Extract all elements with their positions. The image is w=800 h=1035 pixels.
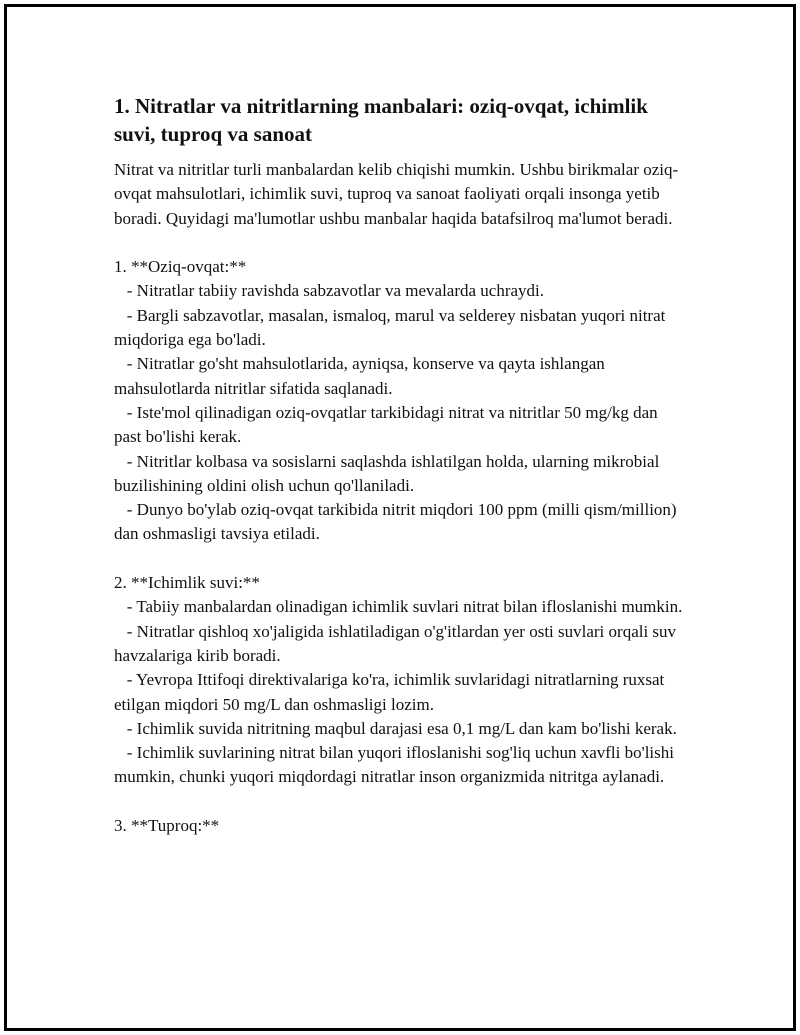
section-heading: 1. **Oziq-ovqat:**	[114, 257, 247, 277]
list-item: - Nitritlar kolbasa va sosislarni saqlashda ishlatilgan holda, ularning mikrobial buzilishining oldini olish uchun qo'llaniladi.	[114, 451, 664, 495]
list-item: - Bargli sabzavotlar, masalan, ismaloq, marul va selderey nisbatan yuqori nitrat miqdoriga ega bo'ladi.	[114, 305, 670, 350]
list-item: - Nitratlar go'sht mahsulotlarida, ayniqsa, konserve va qayta ishlangan mahsulotlarda nitritlar sifatida saqlanadi.	[114, 354, 609, 398]
list-item: - Yevropa Ittifoqi direktivalariga ko'ra, ichimlik suvlaridagi nitratlarning ruxsat etilgan miqdori 50 mg/L dan oshmasligi lozim.	[114, 670, 669, 714]
document-body	[114, 158, 684, 838]
section-heading: 3. **Tuproq:**	[114, 816, 220, 836]
list-item: - Nitratlar qishloq xo'jaligida ishlatiladigan o'g'itlardan yer osti suvlari orqali suv havzalariga kirib boradi.	[114, 621, 681, 665]
document-content	[114, 92, 684, 838]
list-item: - Iste'mol qilinadigan oziq-ovqatlar tarkibidagi nitrat va nitritlar 50 mg/kg dan past bo'lishi kerak.	[114, 402, 662, 447]
list-item: - Ichimlik suvida nitritning maqbul darajasi esa 0,1 mg/L dan kam bo'lishi kerak.	[114, 718, 677, 738]
section-heading: 2. **Ichimlik suvi:**	[114, 573, 260, 593]
list-item: - Dunyo bo'ylab oziq-ovqat tarkibida nitrit miqdori 100 ppm (milli qism/million) dan oshmasligi tavsiya etiladi.	[114, 500, 681, 544]
list-item: - Nitratlar tabiiy ravishda sabzavotlar va mevalarda uchraydi.	[114, 281, 545, 301]
document-title: 1. Nitratlar va nitritlarning manbalari: oziq-ovqat, ichimlik suvi, tuproq va sanoat	[114, 94, 648, 146]
list-item: - Ichimlik suvlarining nitrat bilan yuqori ifloslanishi sog'liq uchun xavfli bo'lishi mumkin, chunki yuqori miqdordagi nitratlar inson organizmida nitritga aylanadi.	[114, 743, 679, 787]
list-item: - Tabiiy manbalardan olinadigan ichimlik suvlari nitrat bilan ifloslanishi mumkin.	[114, 597, 683, 617]
intro-paragraph: Nitrat va nitritlar turli manbalardan kelib chiqishi mumkin. Ushbu birikmalar oziq-ovqat mahsulotlari, ichimlik suvi, tuproq va sanoat faoliyati orqali insonga yetib boradi. Quyidagi ma'lumotlar ushbu manbalar haqida batafsilroq ma'lumot beradi.	[114, 160, 679, 228]
